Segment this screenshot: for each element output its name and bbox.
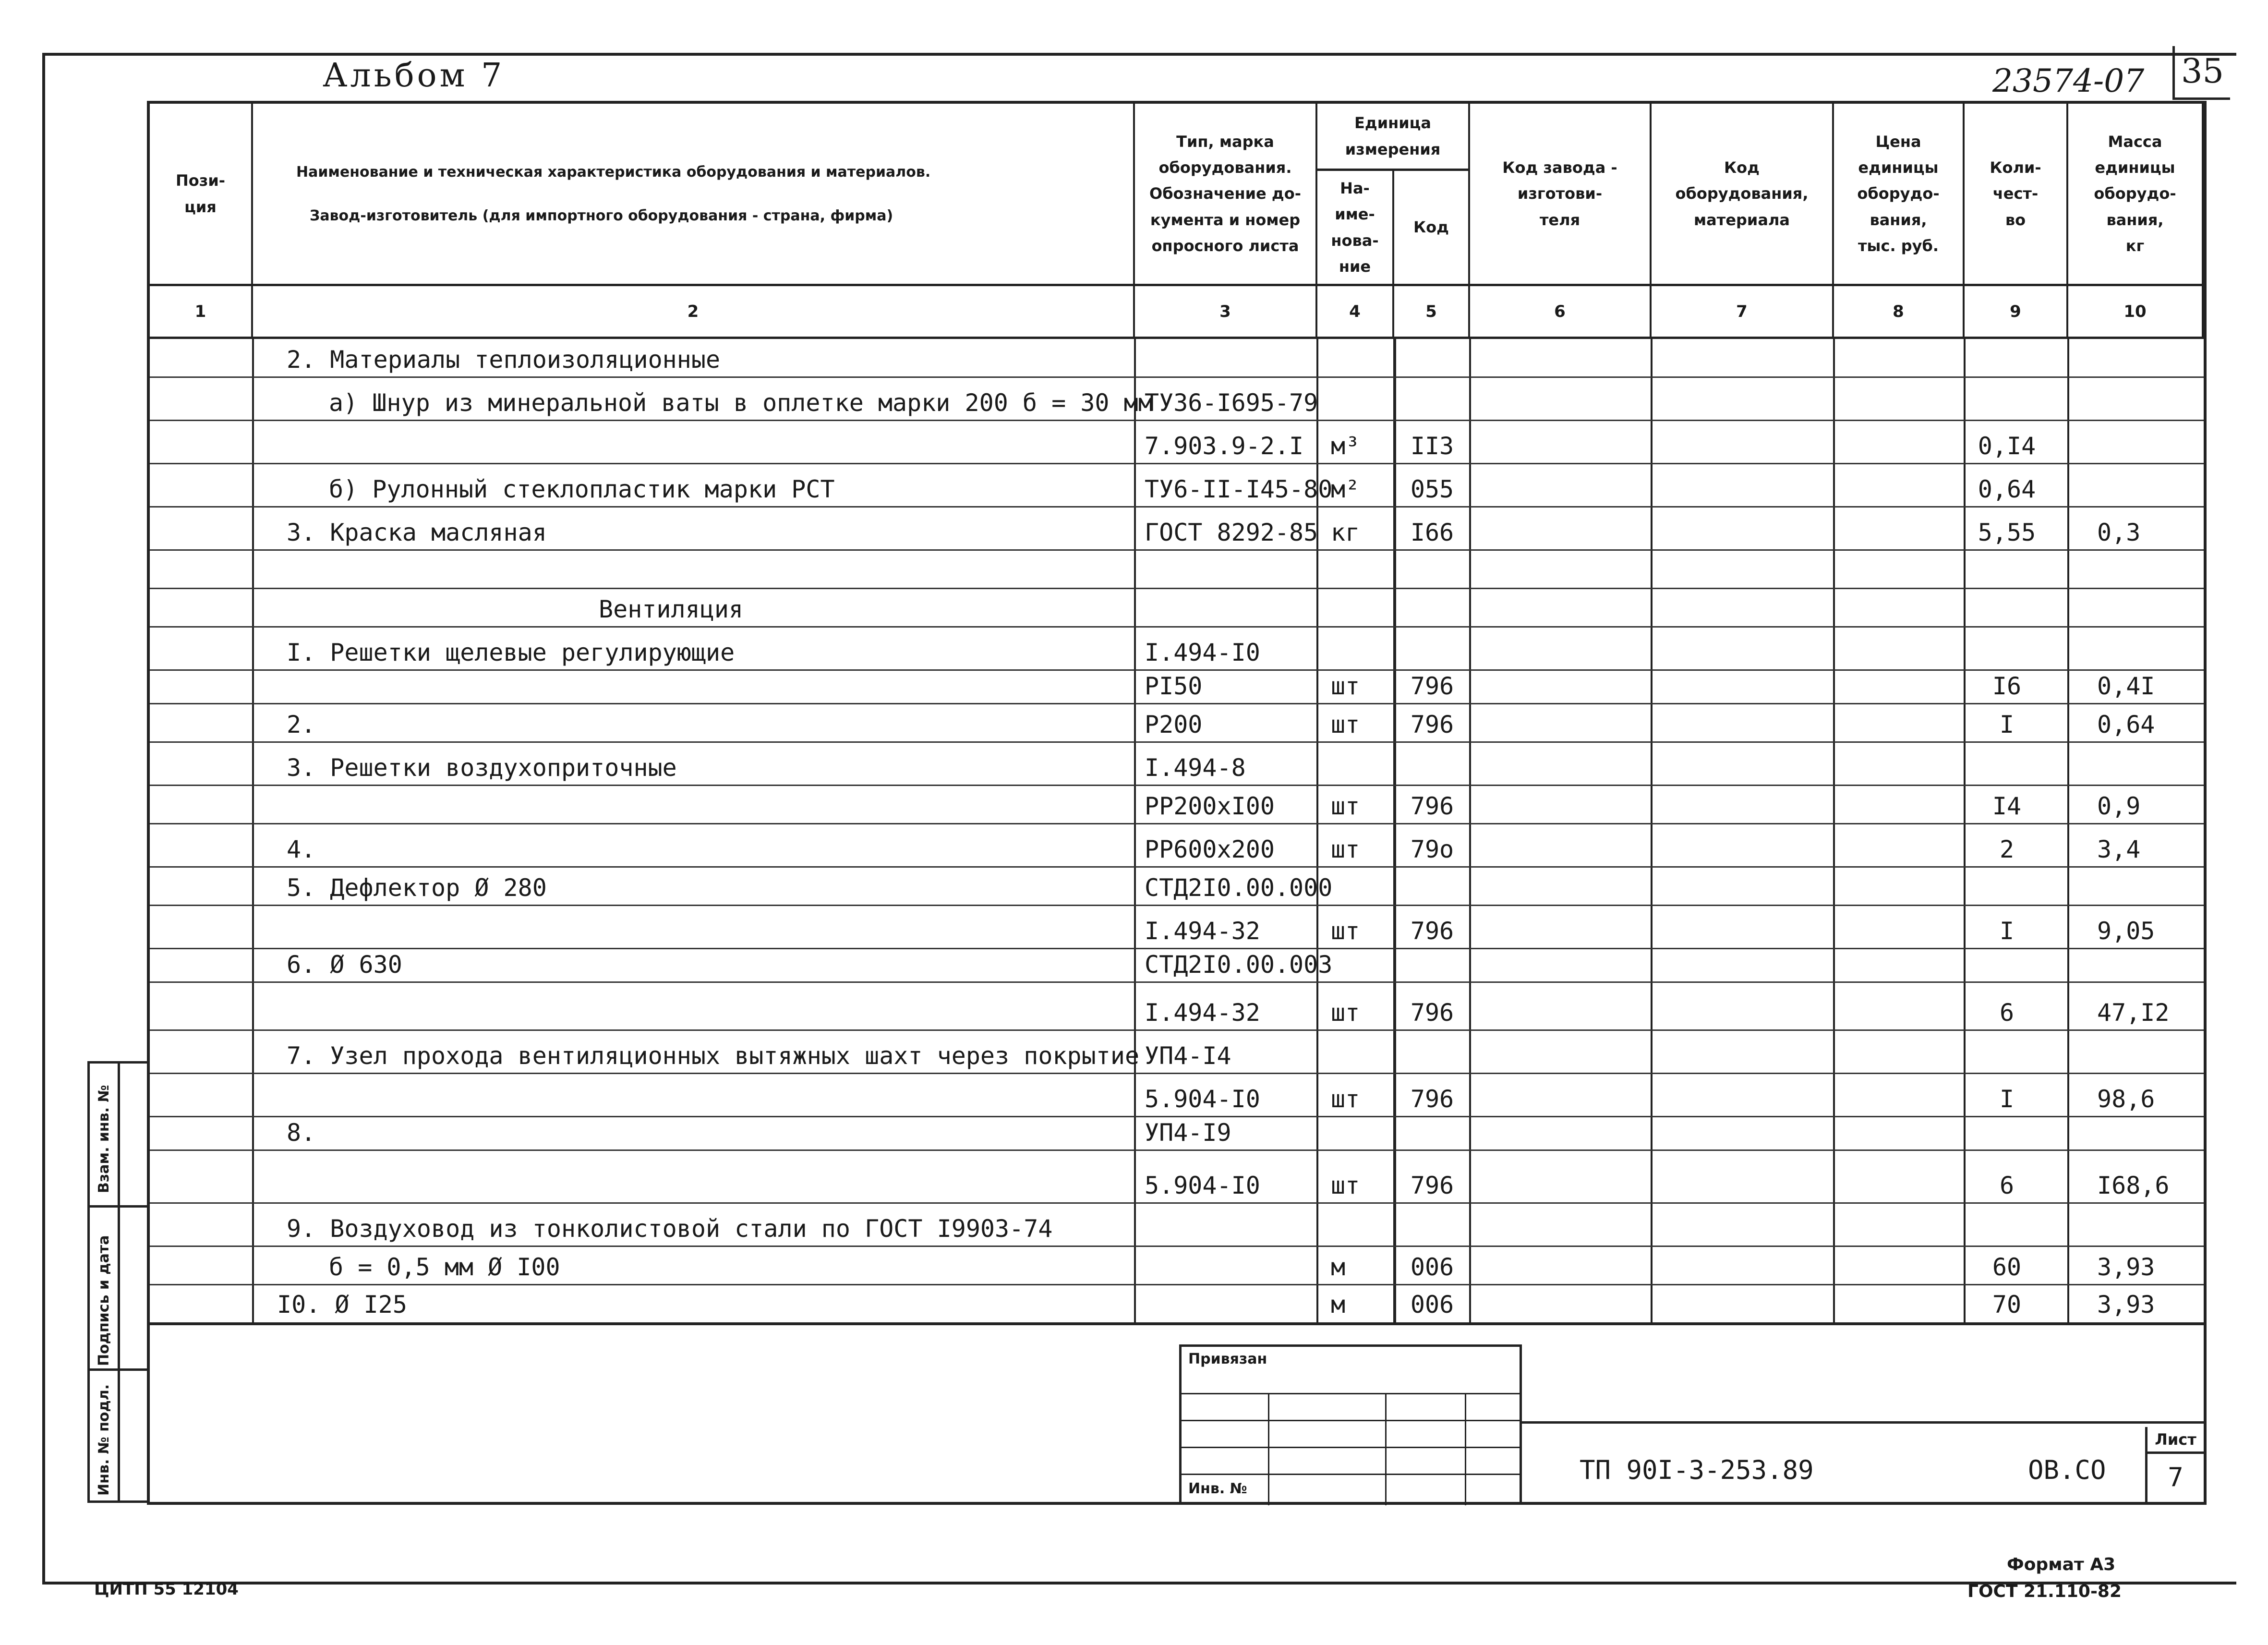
row-unit: м³ <box>1331 432 1360 460</box>
table-row <box>150 377 2204 421</box>
header-type: Тип, марка оборудования. Обозначение до- кумента и номер опросного листа <box>1135 104 1317 286</box>
row-type: P200 <box>1145 711 1203 738</box>
column-number: 1 <box>150 286 253 339</box>
table-row <box>150 589 2204 627</box>
row-code: II3 <box>1410 432 1454 460</box>
row-name: б = 0,5 мм Ø I00 <box>329 1253 560 1281</box>
table-row <box>150 1117 2204 1150</box>
row-name: 2. Материалы теплоизоляционные <box>287 346 721 374</box>
row-type: 7.903.9-2.I <box>1145 432 1304 460</box>
header-price: Цена единицы оборудо- вания, тыс. руб. <box>1834 104 1965 286</box>
row-name: 8. <box>287 1119 316 1147</box>
row-quantity: 6 <box>1999 999 2015 1027</box>
header-name-line2: Завод-изготовитель (для импортного оборудования - страна, фирма) <box>310 207 893 224</box>
sheet-number: 7 <box>2168 1462 2184 1492</box>
table-row <box>150 982 2204 1030</box>
row-code: 796 <box>1410 711 1454 738</box>
row-mass: 0,4I <box>2097 672 2155 700</box>
stamp-inv-label: Инв. № подл. <box>96 1384 112 1496</box>
row-quantity: 60 <box>1992 1253 2022 1281</box>
row-name: 5. Дефлектор Ø 280 <box>287 874 547 902</box>
table-row <box>150 824 2204 867</box>
table-row <box>150 867 2204 906</box>
row-code: 796 <box>1410 999 1454 1027</box>
stamp-podpis-label: Подпись и дата <box>96 1235 112 1366</box>
binding-title: Привязан <box>1188 1351 1267 1367</box>
row-mass: 3,4 <box>2097 835 2141 863</box>
column-number: 8 <box>1834 286 1965 339</box>
table-row <box>150 1203 2204 1246</box>
column-number: 6 <box>1470 286 1652 339</box>
row-name: 2. <box>287 711 316 738</box>
table-row <box>150 742 2204 786</box>
header-unit-code: Код <box>1394 171 1470 286</box>
section-code: ОВ.СО <box>2028 1455 2106 1485</box>
row-name: 4. <box>287 835 316 863</box>
row-type: СТД2I0.00.003 <box>1145 951 1333 979</box>
stamp-podpis <box>90 1208 147 1371</box>
row-quantity: 0,64 <box>1978 475 2036 503</box>
row-type: ТУ6-II-I45-80 <box>1145 475 1333 503</box>
row-name: Вентиляция <box>599 595 744 623</box>
table-row <box>150 1074 2204 1117</box>
row-type: СТД2I0.00.000 <box>1145 874 1333 902</box>
row-name: 3. Краска масляная <box>287 519 547 546</box>
table-row <box>150 464 2204 507</box>
table-row <box>150 906 2204 949</box>
header-unit-name: На- име- нова- ние <box>1317 171 1394 286</box>
row-quantity: 70 <box>1992 1291 2022 1318</box>
row-code: I66 <box>1410 519 1454 546</box>
row-code: 796 <box>1410 1085 1454 1113</box>
row-code: 796 <box>1410 672 1454 700</box>
row-mass: 47,I2 <box>2097 999 2170 1027</box>
row-mass: 3,93 <box>2097 1253 2155 1281</box>
row-type: PP200xI00 <box>1145 792 1275 820</box>
row-code: 79o <box>1410 835 1454 863</box>
table-row <box>150 670 2204 704</box>
sheet-box <box>2145 1427 2204 1504</box>
table-row <box>150 339 2204 377</box>
row-quantity: I <box>1999 1085 2015 1113</box>
row-type: PI50 <box>1145 672 1203 700</box>
header-material-code: Код оборудования, материала <box>1652 104 1834 286</box>
row-mass: 0,9 <box>2097 792 2141 820</box>
column-number: 7 <box>1652 286 1834 339</box>
row-quantity: 0,I4 <box>1978 432 2036 460</box>
table-row <box>150 949 2204 982</box>
column-number: 10 <box>2068 286 2204 339</box>
row-type: 5.904-I0 <box>1145 1085 1260 1113</box>
header-unit-group: Единица измерения <box>1317 104 1470 171</box>
row-unit: м <box>1331 1291 1346 1318</box>
table-row <box>150 421 2204 464</box>
row-name: б) Рулонный стеклопластик марки РСТ <box>329 475 835 503</box>
row-type: I.494-32 <box>1145 999 1260 1027</box>
row-type: ГОСТ 8292-85 <box>1145 519 1318 546</box>
header-position: Пози- ция <box>150 104 253 286</box>
row-name: 7. Узел прохода вентиляционных вытяжных шахт через покрытие <box>287 1042 1140 1070</box>
header-mass: Масса единицы оборудо- вания, кг <box>2068 104 2204 286</box>
header-factory-code: Код завода - изготови- теля <box>1470 104 1652 286</box>
side-stamp <box>87 1061 150 1503</box>
row-unit: шт <box>1331 672 1360 700</box>
table-row <box>150 1246 2204 1285</box>
row-code: 055 <box>1410 475 1454 503</box>
project-code: ТП 90I-3-253.89 <box>1580 1455 1814 1485</box>
table-row <box>150 1150 2204 1203</box>
column-number: 5 <box>1394 286 1470 339</box>
binding-inv-label: Инв. № <box>1188 1480 1247 1497</box>
row-type: УП4-I4 <box>1145 1042 1231 1070</box>
row-type: 5.904-I0 <box>1145 1172 1260 1199</box>
binding-box <box>1179 1344 1522 1505</box>
gost-label: ГОСТ 21.110-82 <box>1967 1582 2122 1601</box>
row-unit: шт <box>1331 792 1360 820</box>
row-quantity: I4 <box>1992 792 2022 820</box>
row-unit: шт <box>1331 917 1360 945</box>
row-type: PP600x200 <box>1145 835 1275 863</box>
row-mass: 98,6 <box>2097 1085 2155 1113</box>
stamp-vzam-label: Взам. инв. № <box>96 1085 112 1193</box>
bottom-area <box>147 1322 2207 1505</box>
document-number: 23574-07 <box>1992 62 2145 99</box>
row-unit: кг <box>1331 519 1360 546</box>
header-quantity: Коли- чест- во <box>1965 104 2068 286</box>
format-label: Формат А3 <box>2007 1555 2116 1574</box>
row-type: I.494-8 <box>1145 754 1246 782</box>
stamp-vzam <box>90 1064 147 1208</box>
row-unit: шт <box>1331 1085 1360 1113</box>
sheet-label: Лист <box>2147 1427 2204 1454</box>
row-name: 9. Воздуховод из тонколистовой стали по ГОСТ I9903-74 <box>287 1215 1053 1243</box>
row-name: I0. Ø I25 <box>277 1291 407 1318</box>
row-code: 796 <box>1410 1172 1454 1199</box>
row-type: УП4-I9 <box>1145 1119 1231 1147</box>
row-type: I.494-32 <box>1145 917 1260 945</box>
citp-code: ЦИТП 55 12104 <box>94 1580 239 1599</box>
row-mass: 9,05 <box>2097 917 2155 945</box>
row-name: а) Шнур из минеральной ваты в оплетке марки 200 б = 30 мм <box>329 389 1153 417</box>
row-code: 796 <box>1410 792 1454 820</box>
row-quantity: I6 <box>1992 672 2022 700</box>
table-row <box>150 627 2204 670</box>
row-quantity: 2 <box>1999 835 2015 863</box>
row-unit: шт <box>1331 835 1360 863</box>
header-name-line1: Наименование и техническая характеристика оборудования и материалов. <box>296 163 931 181</box>
row-type: ТУ36-I695-79 <box>1145 389 1318 417</box>
table-row <box>150 1030 2204 1074</box>
row-unit: м <box>1331 1253 1346 1281</box>
row-quantity: 5,55 <box>1978 519 2036 546</box>
table-row <box>150 786 2204 824</box>
table-row <box>150 550 2204 589</box>
table-row <box>150 507 2204 550</box>
row-mass: 3,93 <box>2097 1291 2155 1318</box>
row-type: I.494-I0 <box>1145 639 1260 666</box>
row-code: 006 <box>1410 1253 1454 1281</box>
row-name: 6. Ø 630 <box>287 951 402 979</box>
album-title: Альбом 7 <box>323 57 505 95</box>
column-number: 9 <box>1965 286 2068 339</box>
row-mass: 0,3 <box>2097 519 2141 546</box>
specification-table <box>147 101 2207 1325</box>
row-quantity: I <box>1999 917 2015 945</box>
table-row <box>150 1285 2204 1322</box>
row-code: 006 <box>1410 1291 1454 1318</box>
row-name: I. Решетки щелевые регулирующие <box>287 639 735 666</box>
row-unit: шт <box>1331 1172 1360 1199</box>
row-mass: I68,6 <box>2097 1172 2170 1199</box>
row-quantity: 6 <box>1999 1172 2015 1199</box>
column-number: 4 <box>1317 286 1394 339</box>
table-row <box>150 704 2204 742</box>
row-mass: 0,64 <box>2097 711 2155 738</box>
row-unit: м² <box>1331 475 1360 503</box>
row-name: 3. Решетки воздухоприточные <box>287 754 677 782</box>
stamp-inv <box>90 1371 147 1500</box>
row-unit: шт <box>1331 711 1360 738</box>
page-number: 35 <box>2172 46 2230 100</box>
title-block-line <box>1520 1421 2204 1424</box>
column-number: 3 <box>1135 286 1317 339</box>
row-code: 796 <box>1410 917 1454 945</box>
row-quantity: I <box>1999 711 2015 738</box>
row-unit: шт <box>1331 999 1360 1027</box>
header-name <box>253 104 1135 286</box>
column-number: 2 <box>253 286 1135 339</box>
